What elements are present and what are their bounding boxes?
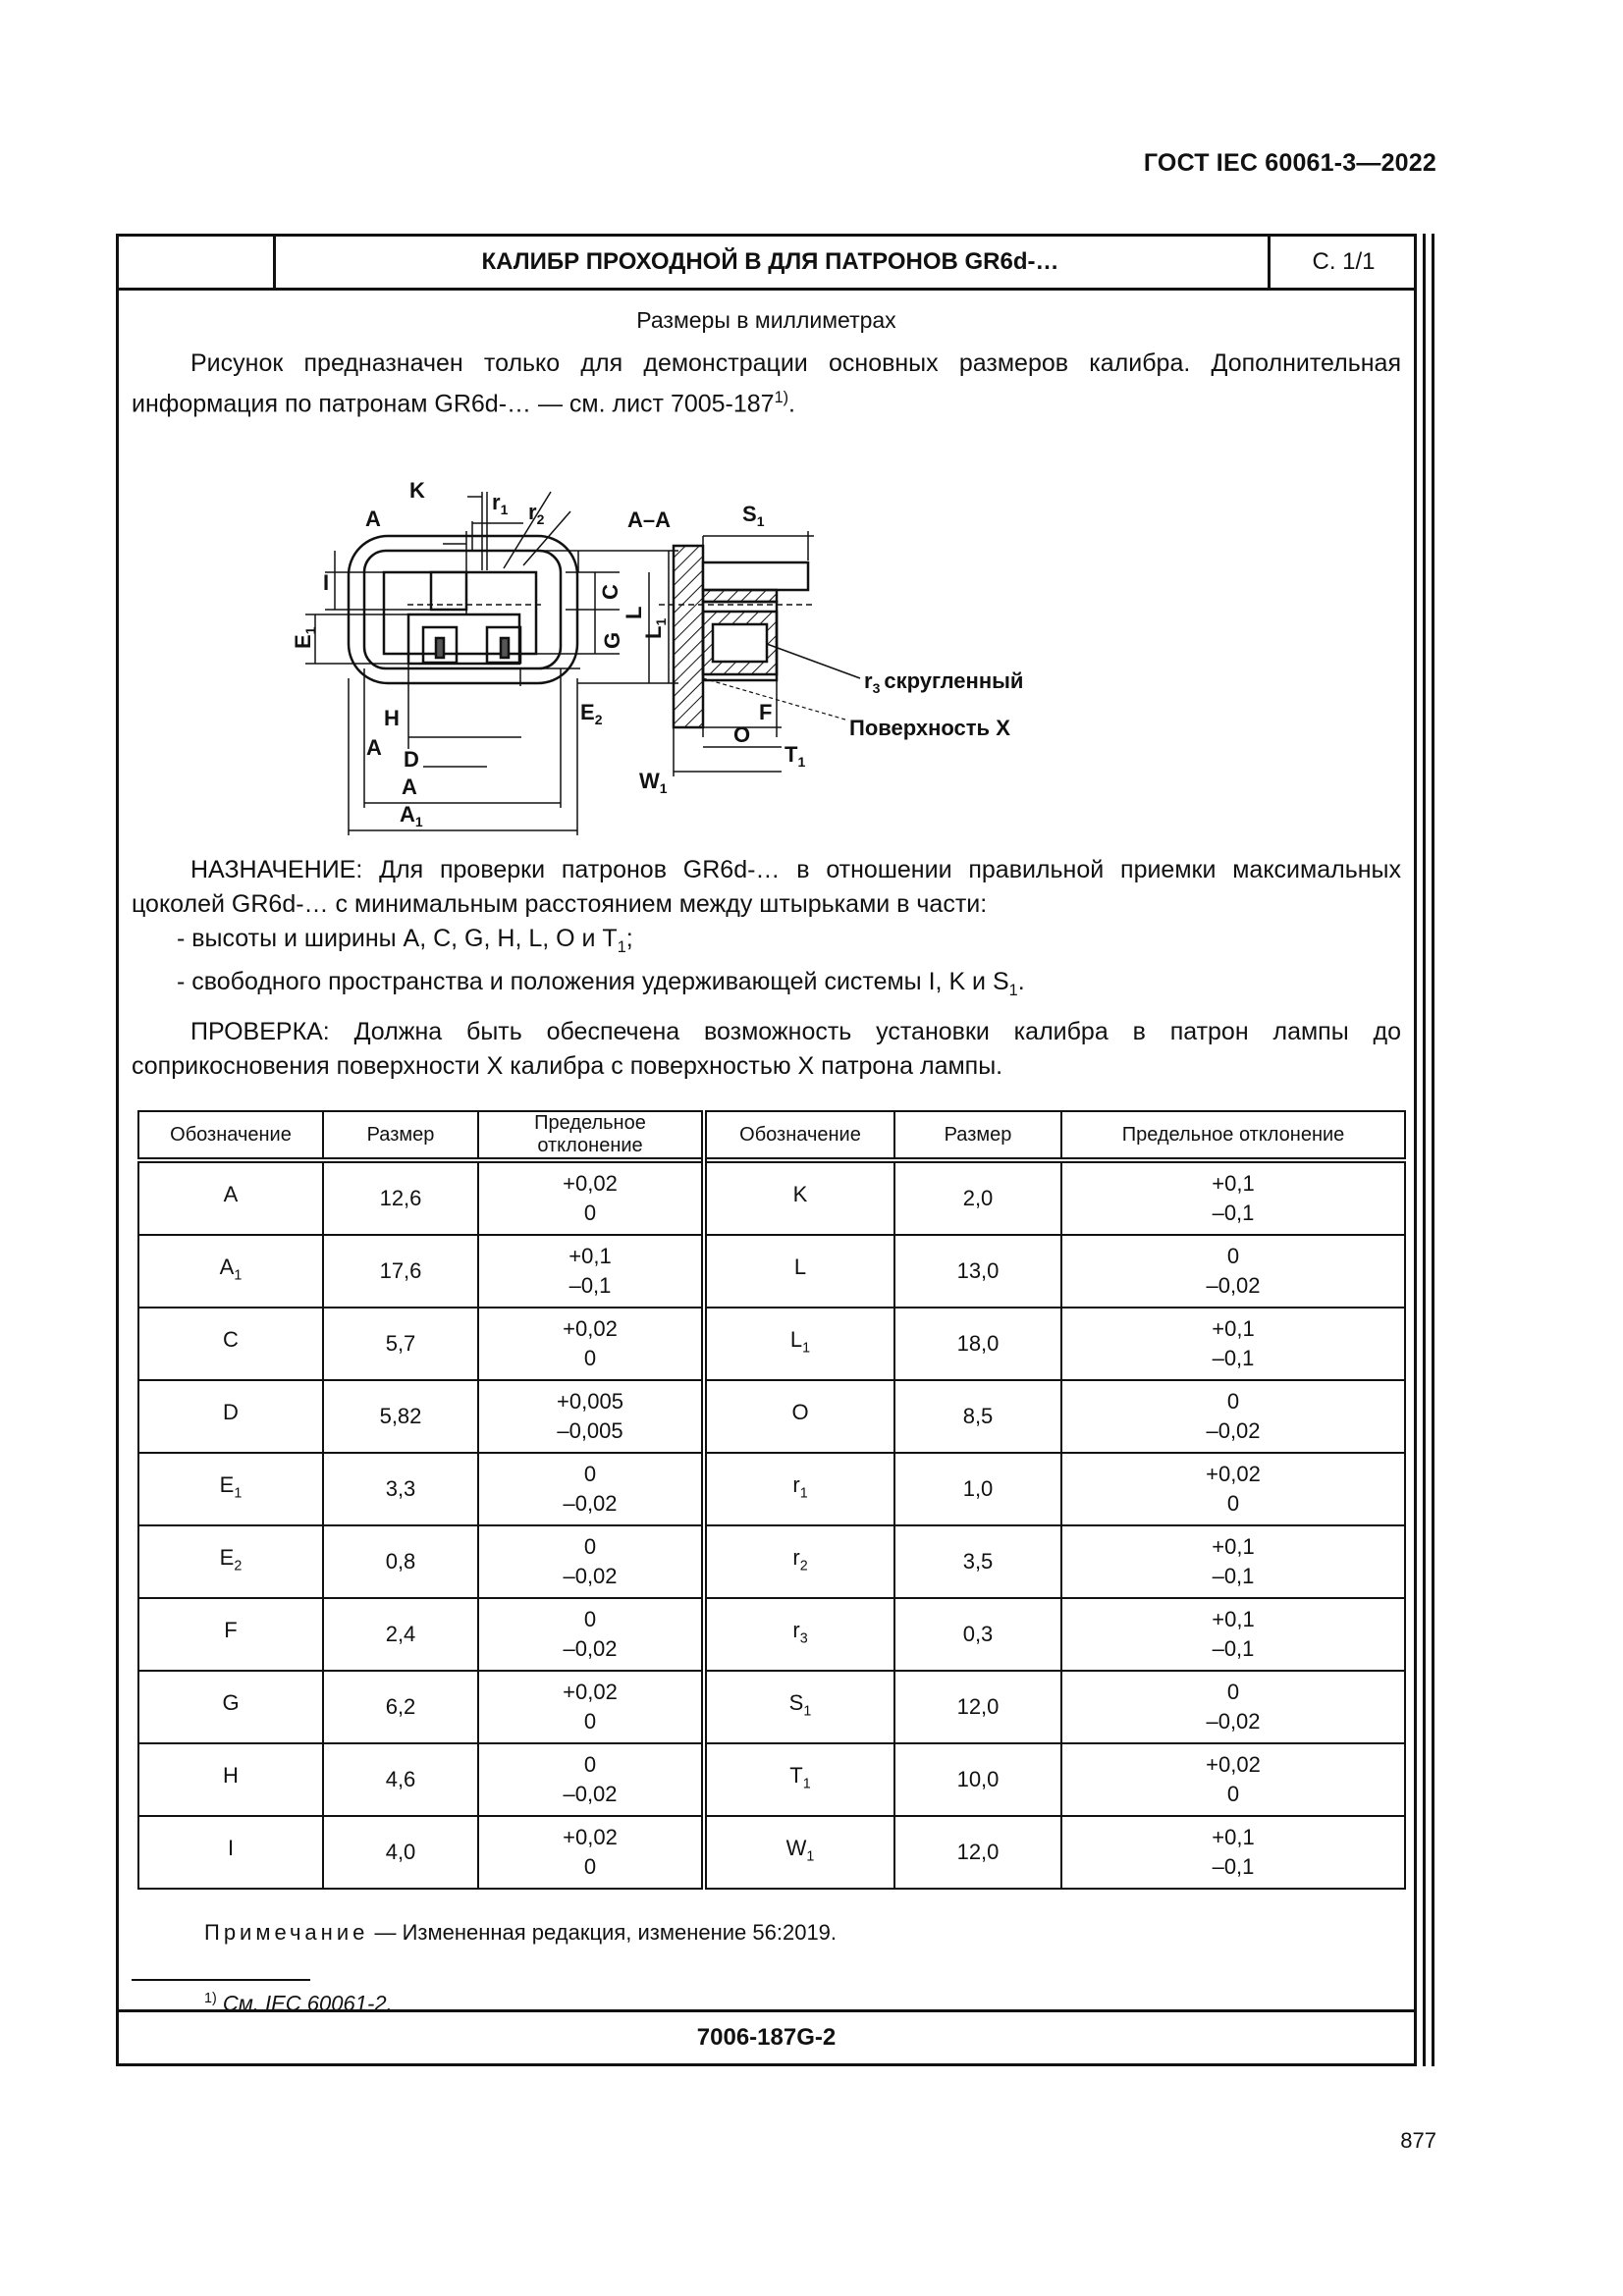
tolerance-cell: +0,02 0	[478, 1816, 704, 1889]
designation-cell: K	[704, 1160, 894, 1235]
tolerance-cell: +0,02 0	[478, 1160, 704, 1235]
tolerance-cell: +0,1 –0,1	[1061, 1525, 1405, 1598]
designation-cell: $r_2$	[704, 1525, 894, 1598]
table-row	[138, 1598, 1405, 1671]
size-cell: 13,0	[894, 1235, 1061, 1308]
footnote-divider	[132, 1979, 310, 1981]
size-cell: 2,4	[323, 1598, 478, 1671]
tolerance-cell: +0,02 0	[478, 1308, 704, 1380]
col-designation-2: Обозначение	[704, 1111, 894, 1160]
label-w1: $W_1$	[639, 769, 668, 796]
label-surface: Поверхность X	[849, 716, 1010, 740]
label-o: O	[733, 722, 751, 747]
table-row	[138, 1453, 1405, 1525]
tolerance-cell: +0,1 –0,1	[1061, 1598, 1405, 1671]
label-h: H	[384, 706, 400, 730]
tolerance-cell: 0 –0,02	[1061, 1380, 1405, 1453]
size-cell: 10,0	[894, 1743, 1061, 1816]
designation-cell: C	[138, 1308, 323, 1380]
tolerance-cell: 0 –0,02	[478, 1598, 704, 1671]
table-row	[138, 1160, 1405, 1235]
col-designation: Обозначение	[138, 1111, 323, 1160]
tolerance-cell: 0 –0,02	[478, 1743, 704, 1816]
table-header-row	[138, 1111, 1405, 1160]
tolerance-cell: 0 –0,02	[1061, 1235, 1405, 1308]
table-row	[138, 1308, 1405, 1380]
label-a: A	[402, 774, 417, 799]
purpose-paragraph	[132, 853, 1401, 1008]
designation-cell: D	[138, 1380, 323, 1453]
col-size-2: Размер	[894, 1111, 1061, 1160]
sheet-page-ref: С. 1/1	[1268, 237, 1417, 288]
label-r2: $r_2$	[528, 500, 545, 527]
dimensions-table	[137, 1110, 1406, 1890]
designation-cell: $W_1$	[704, 1816, 894, 1889]
dimensions-caption: Размеры в миллиметрах	[636, 307, 896, 333]
label-r1: $r_1$	[492, 490, 509, 517]
note-text: — Измененная редакция, изменение 56:2019.	[368, 1920, 838, 1945]
intro-end: .	[788, 390, 795, 418]
title-row	[119, 237, 1414, 291]
document-number: ГОСТ IEC 60061-3—2022	[1143, 149, 1436, 177]
purpose-text: НАЗНАЧЕНИЕ: Для проверки патронов GR6d-… в отношении правильной приемки максимальных цоколей GR6d-… с минимальным расстоянием между штырьками в части:	[132, 856, 1401, 918]
label-a1: $A_1$	[400, 802, 423, 829]
col-tolerance-2: Предельное отклонение	[1061, 1111, 1405, 1160]
intro-footnote-mark[interactable]: 1)	[774, 389, 789, 406]
page-number: 877	[1400, 2128, 1436, 2153]
tolerance-cell: +0,1 –0,1	[1061, 1160, 1405, 1235]
designation-cell: L	[704, 1235, 894, 1308]
size-cell: 12,6	[323, 1160, 478, 1235]
sheet-code: 7006-187G-2	[119, 2009, 1414, 2063]
note	[204, 1920, 837, 1946]
label-a-mid: A	[366, 735, 382, 760]
label-a-top: A	[365, 507, 381, 531]
size-cell: 5,7	[323, 1308, 478, 1380]
label-e1: $E_1$	[291, 626, 318, 649]
size-cell: 12,0	[894, 1671, 1061, 1743]
designation-cell: $E_2$	[138, 1525, 323, 1598]
table-row	[138, 1380, 1405, 1453]
designation-cell: G	[138, 1671, 323, 1743]
designation-cell: $r_1$	[704, 1453, 894, 1525]
label-t1: $T_1$	[784, 742, 806, 770]
size-cell: 3,3	[323, 1453, 478, 1525]
intro-paragraph	[132, 347, 1401, 421]
tolerance-cell: 0 –0,02	[1061, 1671, 1405, 1743]
size-cell: 1,0	[894, 1453, 1061, 1525]
footnote-mark: 1)	[204, 1991, 217, 2006]
size-cell: 3,5	[894, 1525, 1061, 1598]
gauge-drawing	[246, 443, 1287, 845]
designation-cell: A	[138, 1160, 323, 1235]
frame-edge-line	[1423, 234, 1426, 2066]
table-row	[138, 1743, 1405, 1816]
note-label: Примечание	[204, 1920, 369, 1945]
tolerance-cell: +0,02 0	[1061, 1743, 1405, 1816]
section-view	[659, 531, 860, 776]
label-k: K	[409, 478, 425, 503]
label-e2: $E_2$	[580, 700, 603, 727]
label-i: I	[323, 570, 330, 595]
designation-cell: $E_1$	[138, 1453, 323, 1525]
table-row	[138, 1235, 1405, 1308]
designation-cell: $T_1$	[704, 1743, 894, 1816]
tolerance-cell: +0,02 0	[1061, 1453, 1405, 1525]
size-cell: 2,0	[894, 1160, 1061, 1235]
label-g: G	[600, 631, 624, 649]
tolerance-cell: +0,02 0	[478, 1671, 704, 1743]
designation-cell: H	[138, 1743, 323, 1816]
label-r3: $r_3$ скругленный	[864, 668, 1024, 696]
purpose-item-2: - свободного пространства и положения удерживающей системы I, K и $S_1$.	[177, 968, 1025, 999]
size-cell: 0,3	[894, 1598, 1061, 1671]
size-cell: 4,0	[323, 1816, 478, 1889]
label-s1: $S_1$	[742, 502, 765, 529]
label-c: C	[598, 584, 622, 600]
size-cell: 17,6	[323, 1235, 478, 1308]
purpose-item-1: - высоты и ширины A, C, G, H, L, O и $T_1$;	[177, 925, 633, 956]
size-cell: 18,0	[894, 1308, 1061, 1380]
sheet-frame	[116, 234, 1417, 2066]
tolerance-cell: +0,005 –0,005	[478, 1380, 704, 1453]
size-cell: 8,5	[894, 1380, 1061, 1453]
tolerance-cell: +0,1 –0,1	[1061, 1308, 1405, 1380]
label-l: L	[622, 606, 646, 619]
footnote-text: См. IEC 60061-2.	[216, 1991, 393, 2016]
title-empty-cell	[119, 237, 276, 288]
label-l1: $L_1$	[641, 617, 669, 639]
size-cell: 6,2	[323, 1671, 478, 1743]
designation-cell: I	[138, 1816, 323, 1889]
designation-cell: $r_3$	[704, 1598, 894, 1671]
label-section: A–A	[627, 507, 672, 532]
table-row	[138, 1525, 1405, 1598]
designation-cell: $L_1$	[704, 1308, 894, 1380]
intro-text: Рисунок предназначен только для демонстрации основных размеров калибра. Дополнительная информация по патронам GR6d-… — см. лист 7005-187	[132, 349, 1401, 418]
col-tolerance: Предельное отклонение	[478, 1111, 704, 1160]
table-row	[138, 1671, 1405, 1743]
col-size: Размер	[323, 1111, 478, 1160]
tolerance-cell: 0 –0,02	[478, 1525, 704, 1598]
size-cell: 4,6	[323, 1743, 478, 1816]
tolerance-cell: 0 –0,02	[478, 1453, 704, 1525]
label-f: F	[759, 700, 773, 724]
designation-cell: O	[704, 1380, 894, 1453]
table-row	[138, 1816, 1405, 1889]
check-paragraph: ПРОВЕРКА: Должна быть обеспечена возможность установки калибра в патрон лампы до соприкосновения поверхности X калибра с поверхностью X патрона лампы.	[132, 1018, 1401, 1080]
tolerance-cell: +0,1 –0,1	[1061, 1816, 1405, 1889]
label-d: D	[404, 747, 419, 772]
designation-cell: F	[138, 1598, 323, 1671]
size-cell: 5,82	[323, 1380, 478, 1453]
designation-cell: $A_1$	[138, 1235, 323, 1308]
tolerance-cell: +0,1 –0,1	[478, 1235, 704, 1308]
frame-edge-line	[1432, 234, 1434, 2066]
sheet-title: КАЛИБР ПРОХОДНОЙ B ДЛЯ ПАТРОНОВ GR6d-…	[481, 248, 1059, 275]
designation-cell: $S_1$	[704, 1671, 894, 1743]
size-cell: 12,0	[894, 1816, 1061, 1889]
size-cell: 0,8	[323, 1525, 478, 1598]
